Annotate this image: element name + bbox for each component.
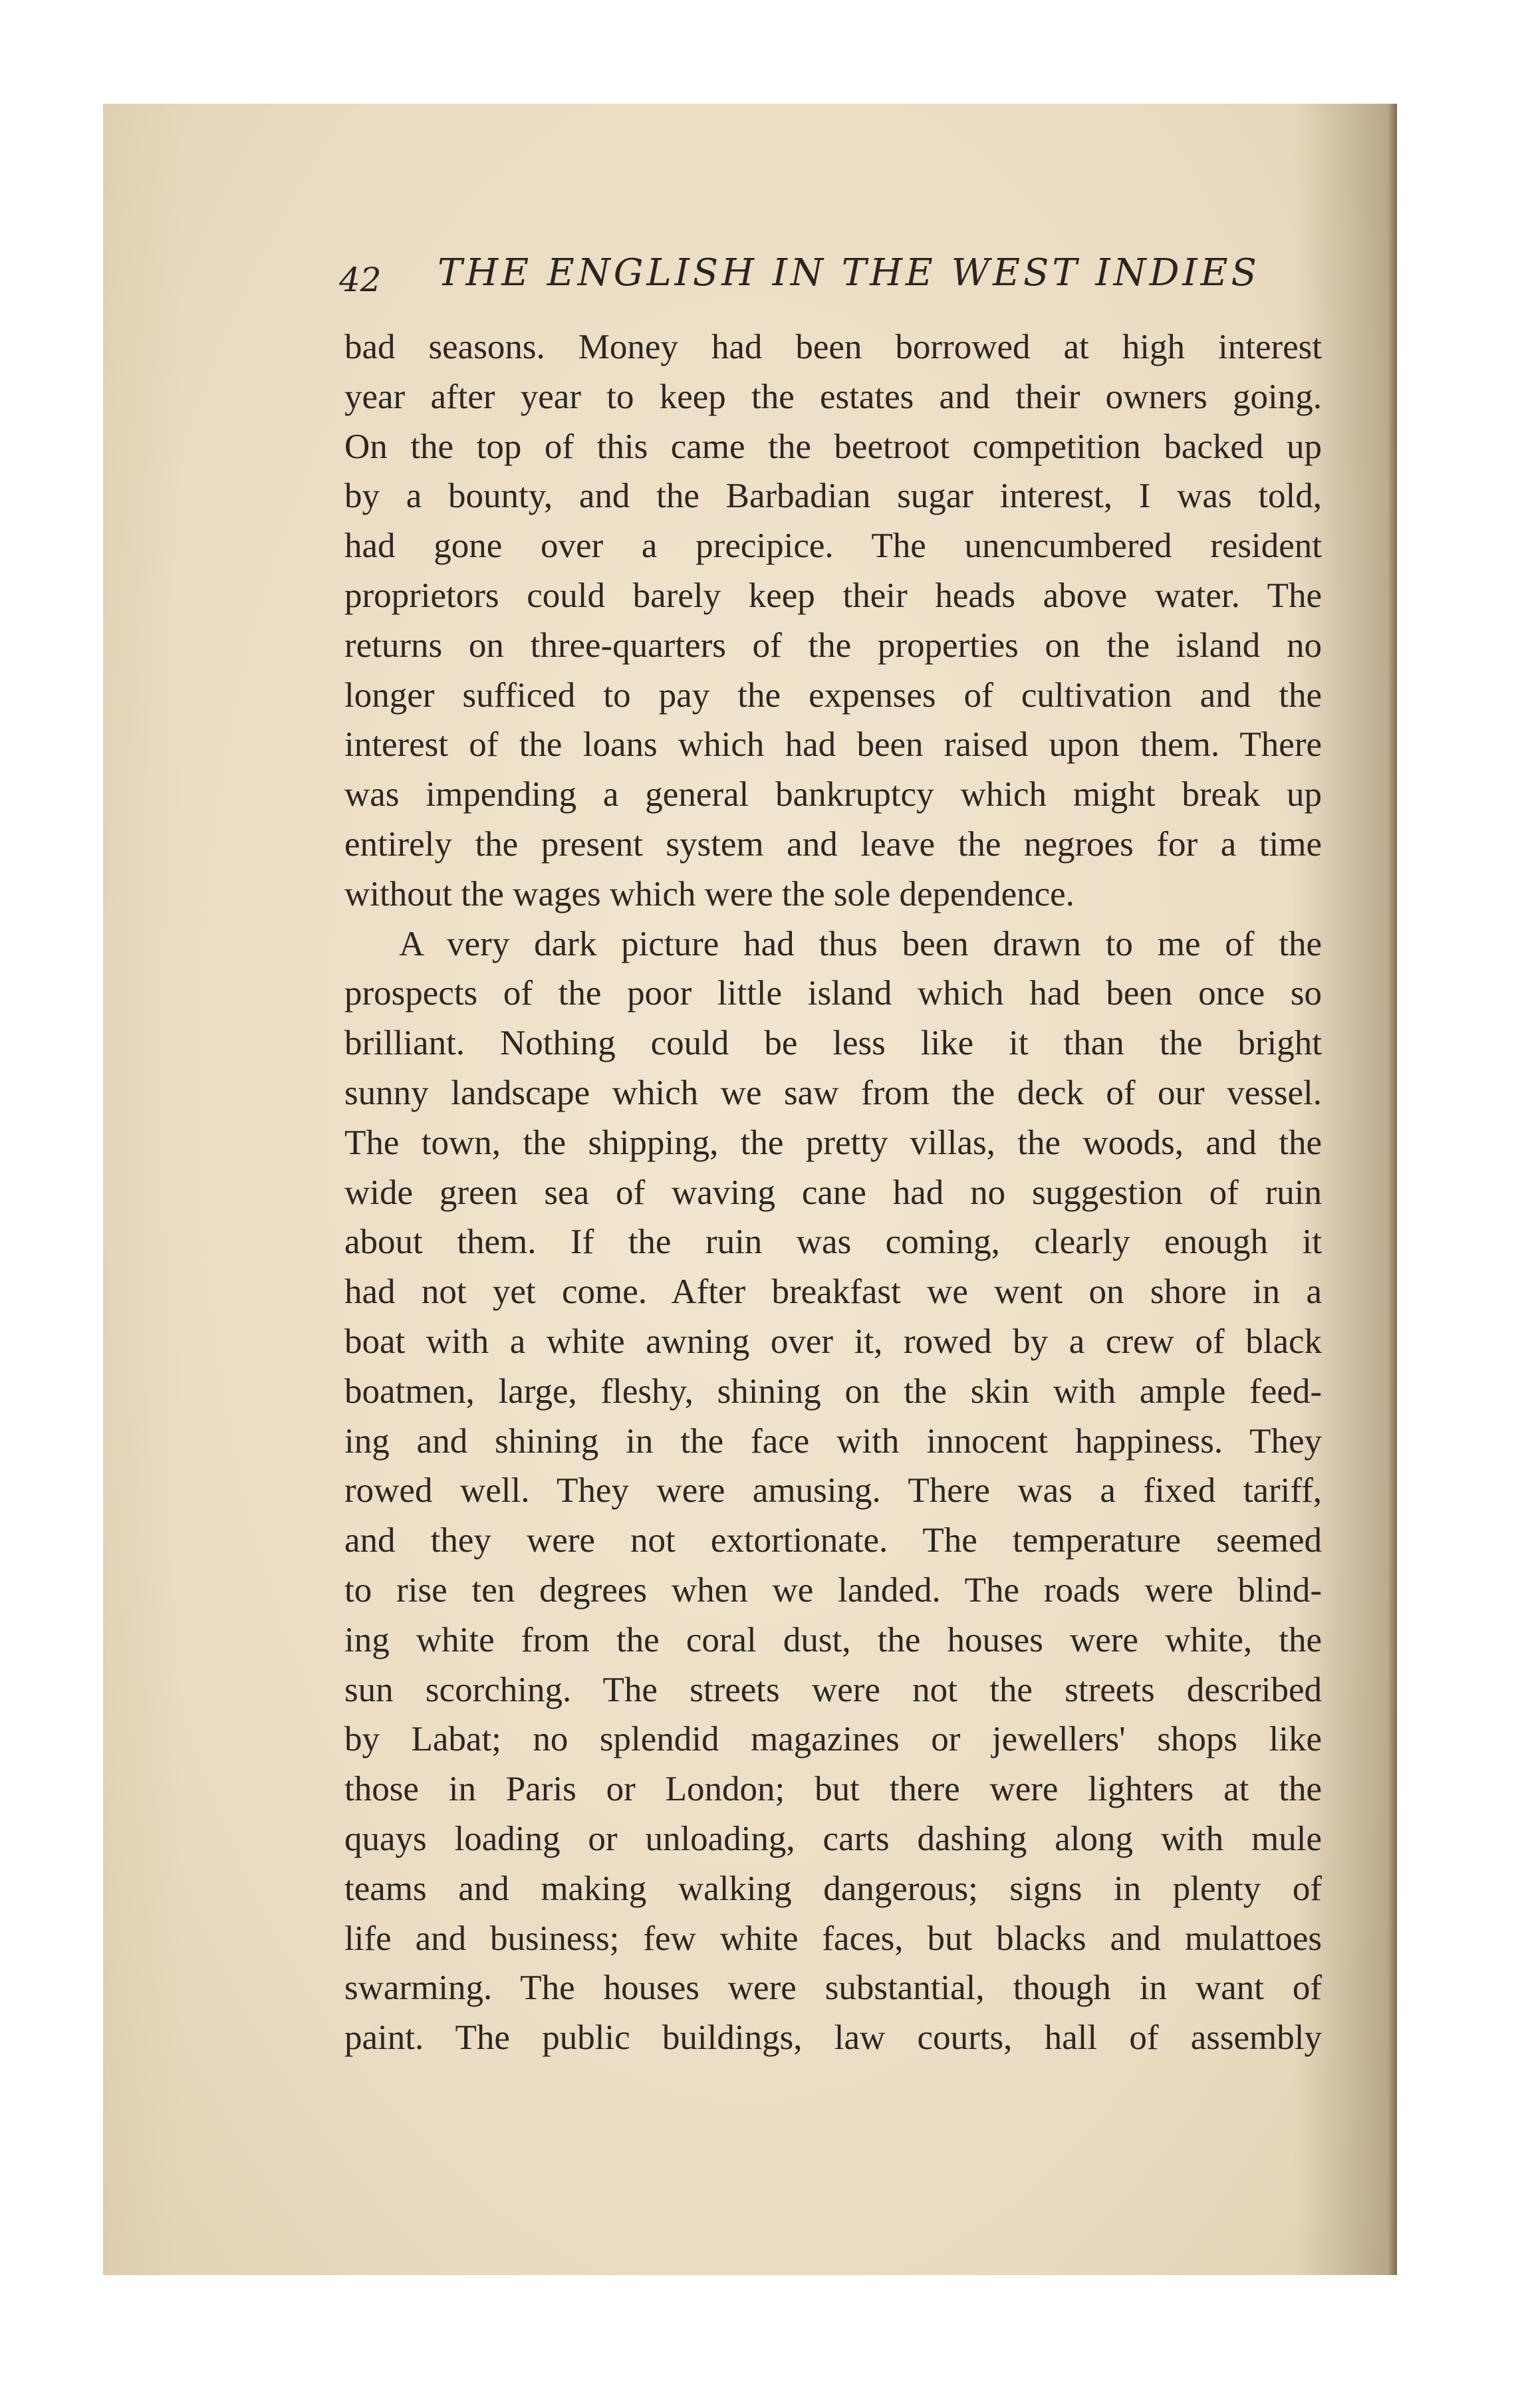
text-line: boatmen, large, fleshy, shining on the skin with ample feed- [344,1372,1322,1411]
page-edge-shadow [1388,104,1397,2275]
text-line: prospects of the poor little island which had been once so [344,974,1322,1013]
text-line: had not yet come. After breakfast we went on shore in a [344,1272,1322,1312]
text-line: paint. The public buildings, law courts, hall of assembly [344,2018,1322,2058]
text-line: The town, the shipping, the pretty villas, the woods, and the [344,1123,1322,1162]
text-line: sun scorching. The streets were not the streets described [344,1670,1322,1709]
text-line: by Labat; no splendid magazines or jewellers' shops like [344,1720,1322,1759]
text-line: proprietors could barely keep their heads above water. The [344,576,1322,615]
text-line: wide green sea of waving cane had no suggestion of ruin [344,1173,1322,1212]
text-line: was impending a general bankruptcy which might break up [344,775,1322,814]
text-line: longer sufficed to pay the expenses of cultivation and the [344,675,1322,715]
text-line: by a bounty, and the Barbadian sugar interest, I was told, [344,477,1322,516]
text-line: ing white from the coral dust, the houses were white, the [344,1620,1322,1659]
paragraph-end-line: without the wages which were the sole dependence. [344,874,1075,913]
page-number: 42 [339,261,382,299]
text-line: rowed well. They were amusing. There was a fixed tariff, [344,1471,1322,1510]
text-line: boat with a white awning over it, rowed by a crew of black [344,1322,1322,1361]
text-line: bad seasons. Money had been borrowed at high interest [344,328,1322,366]
text-line: ing and shining in the face with innocent happiness. They [344,1421,1322,1461]
paragraph-start-line: A very dark picture had thus been drawn to me of the [399,924,1322,963]
text-line: had gone over a precipice. The unencumbered resident [344,527,1322,566]
text-line: interest of the loans which had been raised upon them. There [344,725,1322,765]
text-line: sunny landscape which we saw from the deck of our vessel. [344,1073,1322,1112]
text-line: quays loading or unloading, carts dashing along with mule [344,1819,1322,1858]
text-line: life and business; few white faces, but blacks and mulattoes [344,1919,1322,1958]
text-line: swarming. The houses were substantial, though in want of [344,1969,1322,2008]
text-line: entirely the present system and leave the negroes for a time [344,824,1322,864]
text-line: those in Paris or London; but there were lighters at the [344,1770,1322,1809]
text-line: On the top of this came the beetroot competition backed up [344,427,1322,466]
running-title: THE ENGLISH IN THE WEST INDIES [438,251,1260,295]
text-line: and they were not extortionate. The temperature seemed [344,1521,1322,1560]
text-line: teams and making walking dangerous; signs in plenty of [344,1869,1322,1908]
text-line: returns on three-quarters of the properties on the island no [344,626,1322,665]
text-line: to rise ten degrees when we landed. The roads were blind- [344,1570,1322,1610]
text-line: year after year to keep the estates and their owners going. [344,377,1322,416]
text-line: brilliant. Nothing could be less like it than the bright [344,1024,1322,1063]
body-text [344,322,1322,2063]
text-line: about them. If the ruin was coming, clearly enough it [344,1223,1322,1262]
